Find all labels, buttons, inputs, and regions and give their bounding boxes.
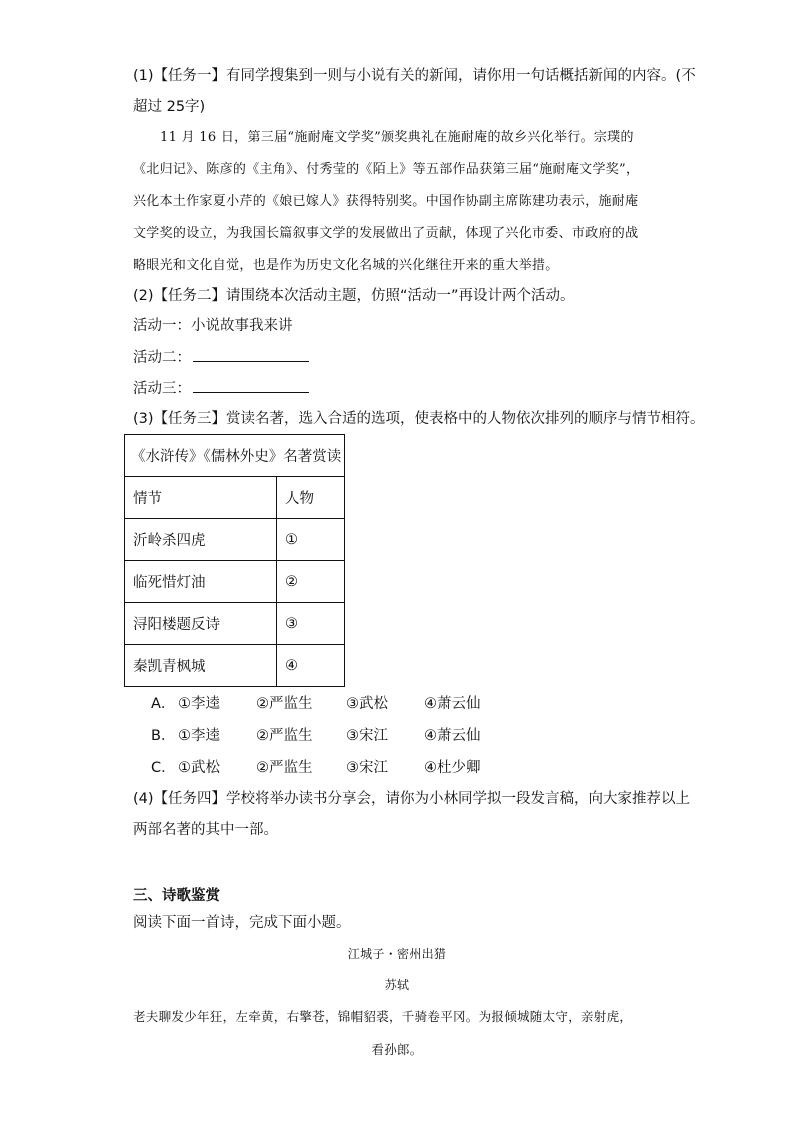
poem-line1: 老夫聊发少年狂，左牵黄，右擎苍，锦帽貂裘，千骑卷平冈。为报倾城随太守，亲射虎， [133, 1009, 633, 1024]
activity1: 活动一：小说故事我来讲 [133, 318, 293, 334]
activity3-row [133, 378, 309, 399]
task4-line2: 两部名著的其中一部。 [133, 822, 278, 838]
plot-cell: 浔阳楼题反诗 [125, 603, 277, 645]
activity2-row [133, 347, 309, 368]
task2-line: (2)【任务二】请围绕本次活动主题，仿照“活动一”再设计两个活动。 [133, 288, 575, 304]
section-intro: 阅读下面一首诗，完成下面小题。 [133, 915, 351, 931]
mark-cell: ③ [277, 603, 345, 645]
option-c[interactable] [151, 758, 481, 778]
option-a[interactable] [151, 694, 481, 714]
table-header-plot: 情节 [125, 477, 277, 519]
option-item: ③武松 [346, 696, 388, 712]
section-heading: 三、诗歌鉴赏 [133, 888, 220, 904]
activity3-blank [193, 378, 309, 393]
poem-author: 苏轼 [384, 978, 410, 992]
task4-line1: (4)【任务四】学校将举办读书分享会，请你为小林同学拟一段发言稿，向大家推荐以上 [133, 791, 691, 807]
table-row [125, 645, 345, 687]
table-row [125, 603, 345, 645]
news-line2: 《北归记》、陈彦的《主角》、付秀莹的《陌上》等五部作品获第三届“施耐庵文学奖”， [133, 162, 640, 177]
table-header-person: 人物 [277, 477, 345, 519]
activity2-label: 活动二： [133, 350, 191, 366]
table-row [125, 519, 345, 561]
news-line5: 略眼光和文化自觉，也是作为历史文化名城的兴化继往开来的重大举措。 [133, 258, 559, 273]
plot-cell: 临死惜灯油 [125, 561, 277, 603]
poem-title: 江城子・密州出猎 [347, 947, 447, 961]
option-item: ②严监生 [256, 728, 313, 744]
news-line4: 文学奖的设立，为我国长篇叙事文学的发展做出了贡献，体现了兴化市委、市政府的战 [133, 226, 639, 241]
table-title: 《水浒传》《儒林外史》名著赏读 [125, 435, 345, 477]
mark-cell: ① [277, 519, 345, 561]
activity2-blank [193, 347, 309, 362]
option-label: C． [151, 760, 176, 776]
activity3-label: 活动三： [133, 381, 191, 397]
option-item: ①武松 [178, 760, 220, 776]
option-item: ④萧云仙 [424, 728, 481, 744]
option-item: ①李逵 [178, 728, 220, 744]
option-item: ①李逵 [178, 696, 220, 712]
task3-line: (3)【任务三】赏读名著，选入合适的选项，使表格中的人物依次排列的顺序与情节相符。 [133, 411, 705, 427]
option-item: ③宋江 [346, 728, 388, 744]
news-line1: 11 月 16 日，第三届“施耐庵文学奖”颁奖典礼在施耐庵的故乡兴化举行。宗璞的 [160, 130, 634, 145]
task1-line2: 超过 25字) [133, 99, 206, 115]
option-item: ③宋江 [346, 760, 388, 776]
option-item: ②严监生 [256, 760, 313, 776]
table-row [125, 561, 345, 603]
option-label: A． [151, 696, 176, 712]
news-line3: 兴化本土作家夏小芹的《娘已嫁人》获得特别奖。中国作协副主席陈建功表示，施耐庵 [133, 194, 639, 209]
option-label: B． [151, 728, 176, 744]
mark-cell: ② [277, 561, 345, 603]
option-b[interactable] [151, 726, 481, 746]
option-item: ②严监生 [256, 696, 313, 712]
option-item: ④萧云仙 [424, 696, 481, 712]
masterpiece-table [124, 434, 345, 687]
task1-line1: (1)【任务一】有同学搜集到一则与小说有关的新闻，请你用一句话概括新闻的内容。(不 [133, 68, 696, 84]
mark-cell: ④ [277, 645, 345, 687]
plot-cell: 秦凯青枫城 [125, 645, 277, 687]
option-item: ④杜少卿 [424, 760, 481, 776]
plot-cell: 沂岭杀四虎 [125, 519, 277, 561]
poem-line2: 看孙郎。 [371, 1042, 423, 1057]
